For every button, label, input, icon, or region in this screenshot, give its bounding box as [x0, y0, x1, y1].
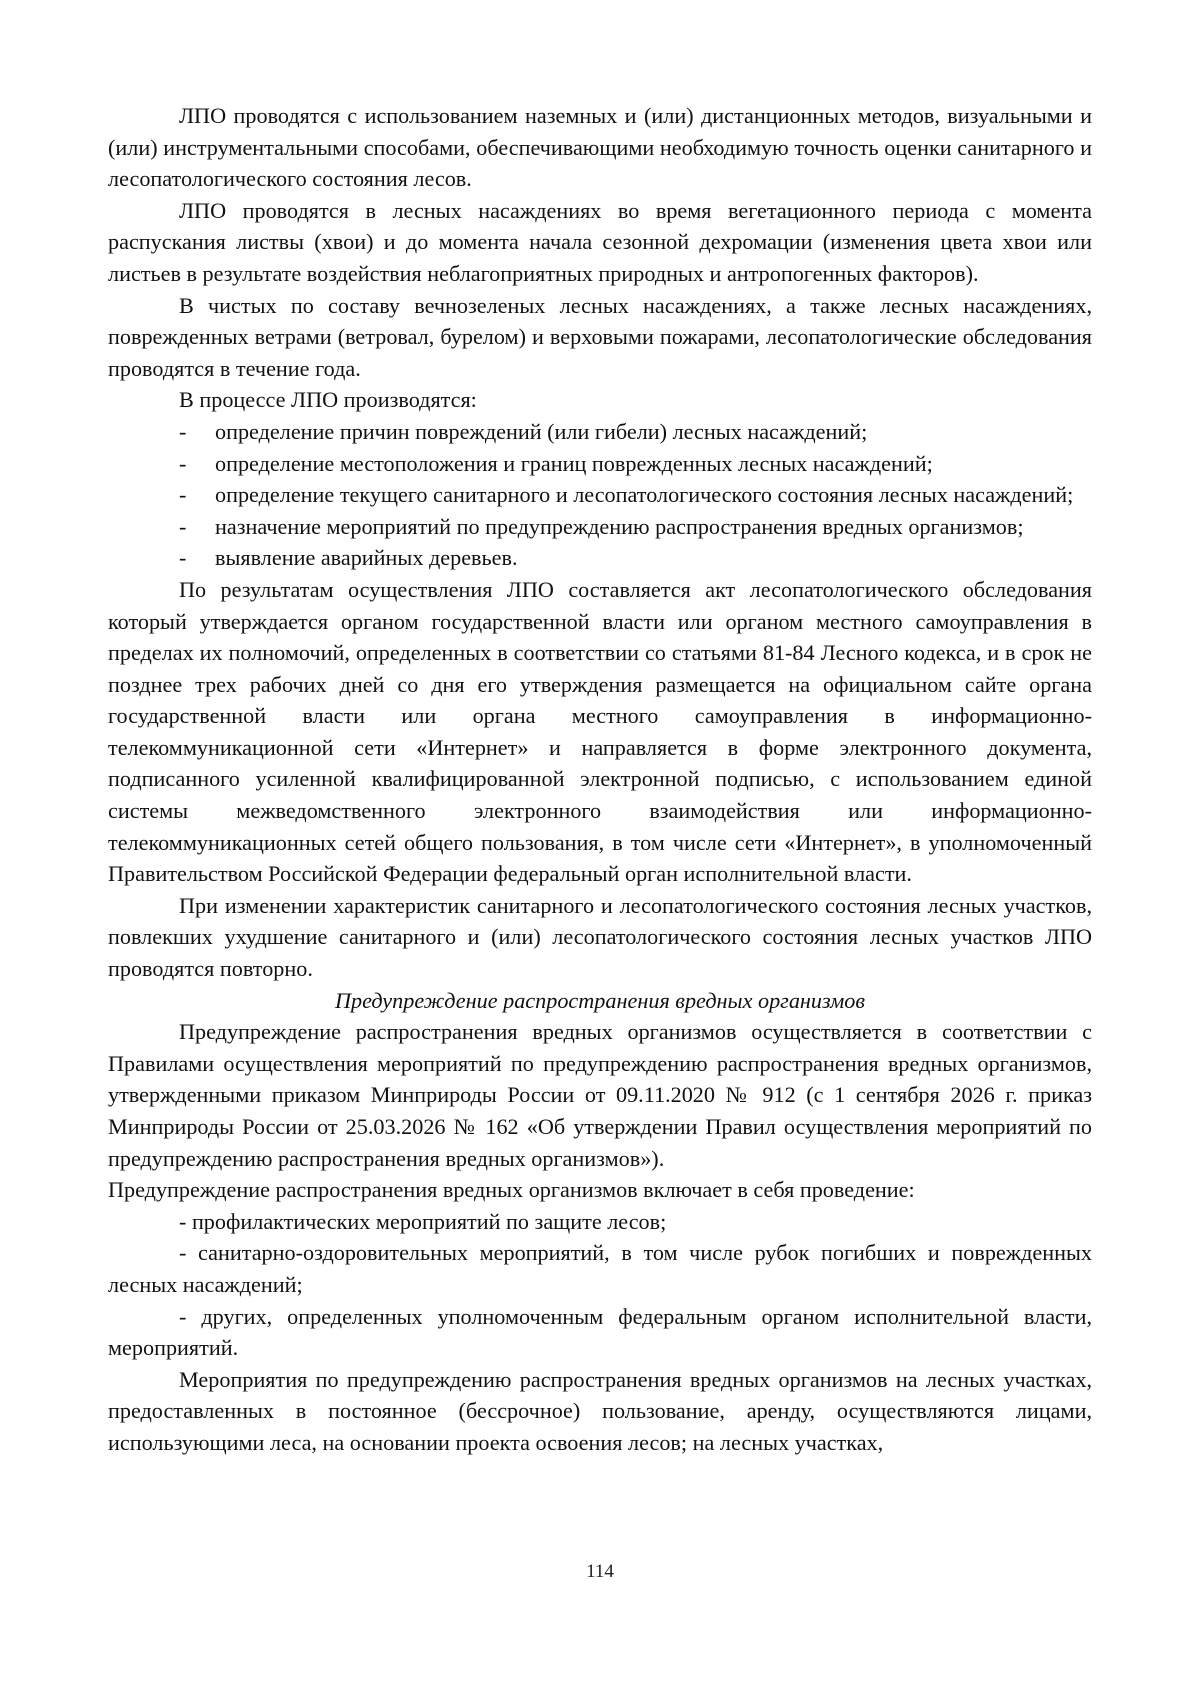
paragraph: При изменении характеристик санитарного и лесопатологического состояния лесных участков, повлекших ухудшение санитарного и (или) лесопатологического состояния лесных участков ЛПО проводятся повторно.	[108, 892, 1092, 982]
list-dash: -	[179, 450, 187, 476]
paragraph: Предупреждение распространения вредных организмов осуществляется в соответствии с Правилами осуществления мероприятий по предупреждению распространения вредных организмов, утвержденными приказом Минприроды России от 09.11.2020 № 912 (с 1 сентября 2026 г. приказ Минприроды России от 25.03.2026 № 162 «Об утверждении Правил осуществления мероприятий по предупреждению распространения вредных организмов»).	[108, 1019, 1092, 1171]
list-dash: -	[179, 1240, 187, 1266]
list-item-text: определение текущего санитарного и лесопатологического состояния лесных насаждений;	[215, 482, 1074, 508]
page-number: 114	[586, 1561, 614, 1582]
paragraph: Мероприятия по предупреждению распространения вредных организмов на лесных участках, предоставленных в постоянное (бессрочное) пользование, аренду, осуществляются лицами, использующими леса, на основании проекта освоения лесов; на лесных участках,	[108, 1366, 1092, 1455]
list-item	[108, 1237, 1092, 1300]
list-dash: -	[179, 482, 187, 508]
list-item	[108, 448, 1092, 480]
paragraph: ЛПО проводятся с использованием наземных и (или) дистанционных методов, визуальными и (или) инструментальными способами, обеспечивающими необходимую точность оценки санитарного и лесопатологического состояния лесов.	[108, 103, 1092, 192]
paragraph: В чистых по составу вечнозеленых лесных насаждениях, а также лесных насаждениях, поврежденных ветрами (ветровал, бурелом) и верховыми пожарами, лесопатологические обследования проводятся в течение года.	[108, 292, 1092, 381]
list-item-text: профилактических мероприятий по защите лесов;	[191, 1208, 667, 1234]
list-item-text: назначение мероприятий по предупреждению распространения вредных организмов;	[215, 513, 1024, 539]
paragraph: В процессе ЛПО производятся:	[179, 387, 477, 413]
list-item-text: определение причин повреждений (или гибели) лесных насаждений;	[215, 418, 868, 444]
list-dash: -	[179, 1208, 187, 1234]
list-dash: -	[179, 513, 187, 539]
section-heading: Предупреждение распространения вредных организмов	[334, 987, 866, 1013]
paragraph: Предупреждение распространения вредных организмов включает в себя проведение:	[108, 1177, 915, 1203]
list-item	[108, 479, 1092, 511]
paragraph: По результатам осуществления ЛПО составляется акт лесопатологического обследования который утверждается органом государственной власти или органом местного самоуправления в пределах их полномочий, определенных в соответствии со статьями 81-84 Лесного кодекса, и в срок не позднее трех рабочих дней со дня его утверждения размещается на официальном сайте органа государственной власти или органа местного самоуправления в информационно-телекоммуникационной сети «Интернет» и направляется в форме электронного документа, подписанного усиленной квалифицированной электронной подписью, с использованием единой системы межведомственного электронного взаимодействия или информационно-телекоммуникационных сетей общего пользования, в том числе сети «Интернет», в уполномоченный Правительством Российской Федерации федеральный орган исполнительной власти.	[108, 576, 1092, 887]
list-item-text: определение местоположения и границ поврежденных лесных насаждений;	[215, 450, 933, 476]
list-item	[108, 542, 1092, 574]
list-dash: -	[179, 418, 187, 444]
list-dash: -	[179, 545, 187, 571]
list-dash: -	[179, 1303, 187, 1329]
list-item-text: санитарно-оздоровительных мероприятий, в том числе рубок погибших и поврежденных лесных насаждений;	[108, 1240, 1092, 1297]
list-item-text: выявление аварийных деревьев.	[215, 545, 518, 571]
list-item	[108, 511, 1092, 543]
list-item	[108, 1206, 1092, 1238]
list-item-text: других, определенных уполномоченным федеральным органом исполнительной власти, мероприятий.	[108, 1303, 1093, 1361]
list-item	[108, 1301, 1092, 1364]
paragraph: ЛПО проводятся в лесных насаждениях во время вегетационного периода с момента распускания листвы (хвои) и до момента начала сезонной дехромации (изменения цвета хвои или листьев в результате воздействия неблагоприятных природных и антропогенных факторов).	[108, 197, 1092, 286]
list-item	[108, 416, 1092, 448]
document-body	[108, 100, 1092, 1459]
